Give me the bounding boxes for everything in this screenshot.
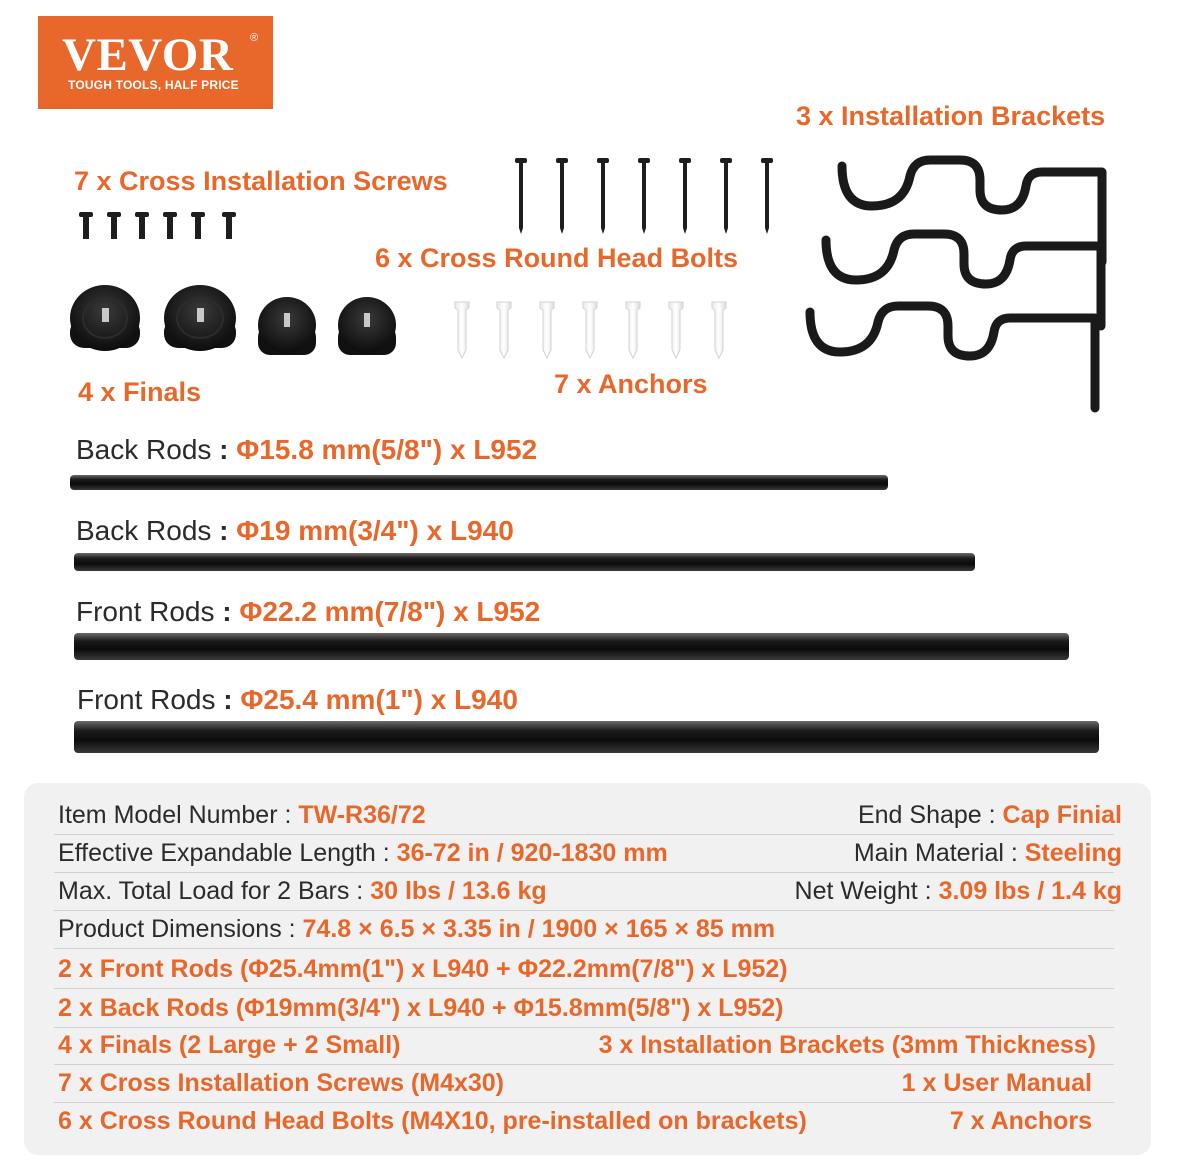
- anchor-icon: [712, 302, 726, 358]
- brand-tagline: TOUGH TOOLS, HALF PRICE: [68, 78, 239, 92]
- rod-label: [77, 684, 518, 716]
- finals-label: 4 x Finals: [78, 377, 202, 407]
- anchor-icon: [626, 302, 640, 358]
- rod-icon: [74, 721, 1099, 753]
- anchor-icon: [540, 302, 554, 358]
- screw-icon: [222, 212, 236, 239]
- anchor-icon: [583, 302, 597, 358]
- spec-key: Net Weight :: [794, 877, 939, 905]
- installation-brackets: [810, 160, 1102, 408]
- rod-sep: :: [211, 434, 237, 465]
- screw-icon: [163, 212, 177, 239]
- spec-row: [54, 872, 1122, 911]
- main-material: Steeling: [1024, 839, 1122, 867]
- anchor-icon: [497, 302, 511, 358]
- bracket-icon: [810, 306, 1095, 408]
- rod-spec: Φ19 mm(3/4") x L940: [236, 515, 514, 546]
- spec-key: Max. Total Load for 2 Bars :: [58, 877, 371, 905]
- rod-sep: :: [215, 684, 241, 715]
- rod-name: Front Rods: [77, 684, 216, 715]
- product-dimensions: 74.8 × 6.5 × 3.35 in / 1900 × 165 × 85 mm: [302, 915, 776, 943]
- rod-label: [76, 596, 540, 628]
- bolt-icon: [761, 158, 773, 234]
- anchor-icon: [669, 302, 683, 358]
- installation-screws: [79, 212, 236, 239]
- screw-icon: [107, 212, 121, 239]
- end-shape: Cap Finial: [1002, 801, 1122, 829]
- brand-name: VEVOR: [62, 29, 234, 81]
- rod-label: [76, 434, 537, 466]
- package-row: [54, 1064, 1114, 1103]
- bolt-icon: [556, 158, 568, 234]
- screw-icon: [191, 212, 205, 239]
- package-row: [54, 1102, 1114, 1140]
- final-large-icon: [70, 285, 140, 351]
- package-row: [54, 1026, 1114, 1065]
- max-load: 30 lbs / 13.6 kg: [370, 877, 547, 905]
- bolts-label: 6 x Cross Round Head Bolts: [375, 243, 739, 273]
- spec-key: Effective Expandable Length :: [58, 839, 397, 867]
- bracket-icon: [826, 234, 1101, 326]
- rod-name: Front Rods: [76, 596, 215, 627]
- final-large-icon: [164, 285, 236, 351]
- spec-row: [54, 910, 1114, 949]
- anchors-label: 7 x Anchors: [554, 369, 708, 399]
- package-row: [54, 950, 1114, 989]
- rod-spec: Φ25.4 mm(1") x L940: [240, 684, 518, 715]
- screw-icon: [79, 212, 93, 239]
- net-weight: 3.09 lbs / 1.4 kg: [938, 877, 1122, 905]
- bolt-icon: [515, 158, 527, 234]
- final-small-icon: [338, 297, 396, 355]
- spec-key: Main Material :: [853, 839, 1025, 867]
- brackets-label: 3 x Installation Brackets: [796, 101, 1106, 131]
- bolt-icon: [679, 158, 691, 234]
- bolt-icon: [597, 158, 609, 234]
- spec-key: Product Dimensions :: [58, 915, 303, 943]
- rod-name: Back Rods: [76, 434, 212, 465]
- package-anchors: 7 x Anchors: [949, 1107, 1092, 1135]
- final-small-icon: [258, 297, 316, 355]
- bolt-icon: [638, 158, 650, 234]
- parts-illustration: [0, 0, 1179, 430]
- spec-row: [54, 834, 1122, 873]
- anchor-icon: [455, 302, 469, 358]
- registered-mark: ®: [250, 32, 259, 44]
- rod-label: [76, 515, 514, 547]
- package-brackets: 3 x Installation Brackets (3mm Thickness): [598, 1031, 1096, 1059]
- package-front-rods: 2 x Front Rods (Φ25.4mm(1") x L940 + Φ22.2mm(7/8") x L952): [58, 955, 788, 983]
- rod-spec: Φ15.8 mm(5/8") x L952: [236, 434, 538, 465]
- round-head-bolts: [515, 158, 773, 234]
- anchors: [455, 302, 726, 358]
- spec-key: End Shape :: [857, 801, 1003, 829]
- screw-icon: [135, 212, 149, 239]
- rod-sep: :: [211, 515, 237, 546]
- rod-icon: [74, 553, 975, 571]
- package-finals: 4 x Finals (2 Large + 2 Small): [58, 1031, 401, 1059]
- spec-row: [54, 796, 1122, 835]
- package-bolts: 6 x Cross Round Head Bolts (M4X10, pre-installed on brackets): [58, 1107, 807, 1135]
- rod-icon: [70, 475, 888, 490]
- bolt-icon: [720, 158, 732, 234]
- model-number: TW-R36/72: [298, 801, 426, 829]
- rod-spec: Φ22.2 mm(7/8") x L952: [239, 596, 541, 627]
- finals: [70, 285, 396, 355]
- rod-name: Back Rods: [76, 515, 212, 546]
- rod-sep: :: [214, 596, 240, 627]
- screws-label: 7 x Cross Installation Screws: [74, 166, 448, 196]
- rod-icon: [74, 633, 1069, 660]
- package-manual: 1 x User Manual: [901, 1069, 1092, 1097]
- expandable-length: 36-72 in / 920-1830 mm: [396, 839, 668, 867]
- package-row: [54, 989, 1114, 1028]
- package-back-rods: 2 x Back Rods (Φ19mm(3/4") x L940 + Φ15.8mm(5/8") x L952): [58, 994, 784, 1022]
- package-screws: 7 x Cross Installation Screws (M4x30): [58, 1069, 505, 1097]
- spec-key: Item Model Number :: [58, 801, 299, 829]
